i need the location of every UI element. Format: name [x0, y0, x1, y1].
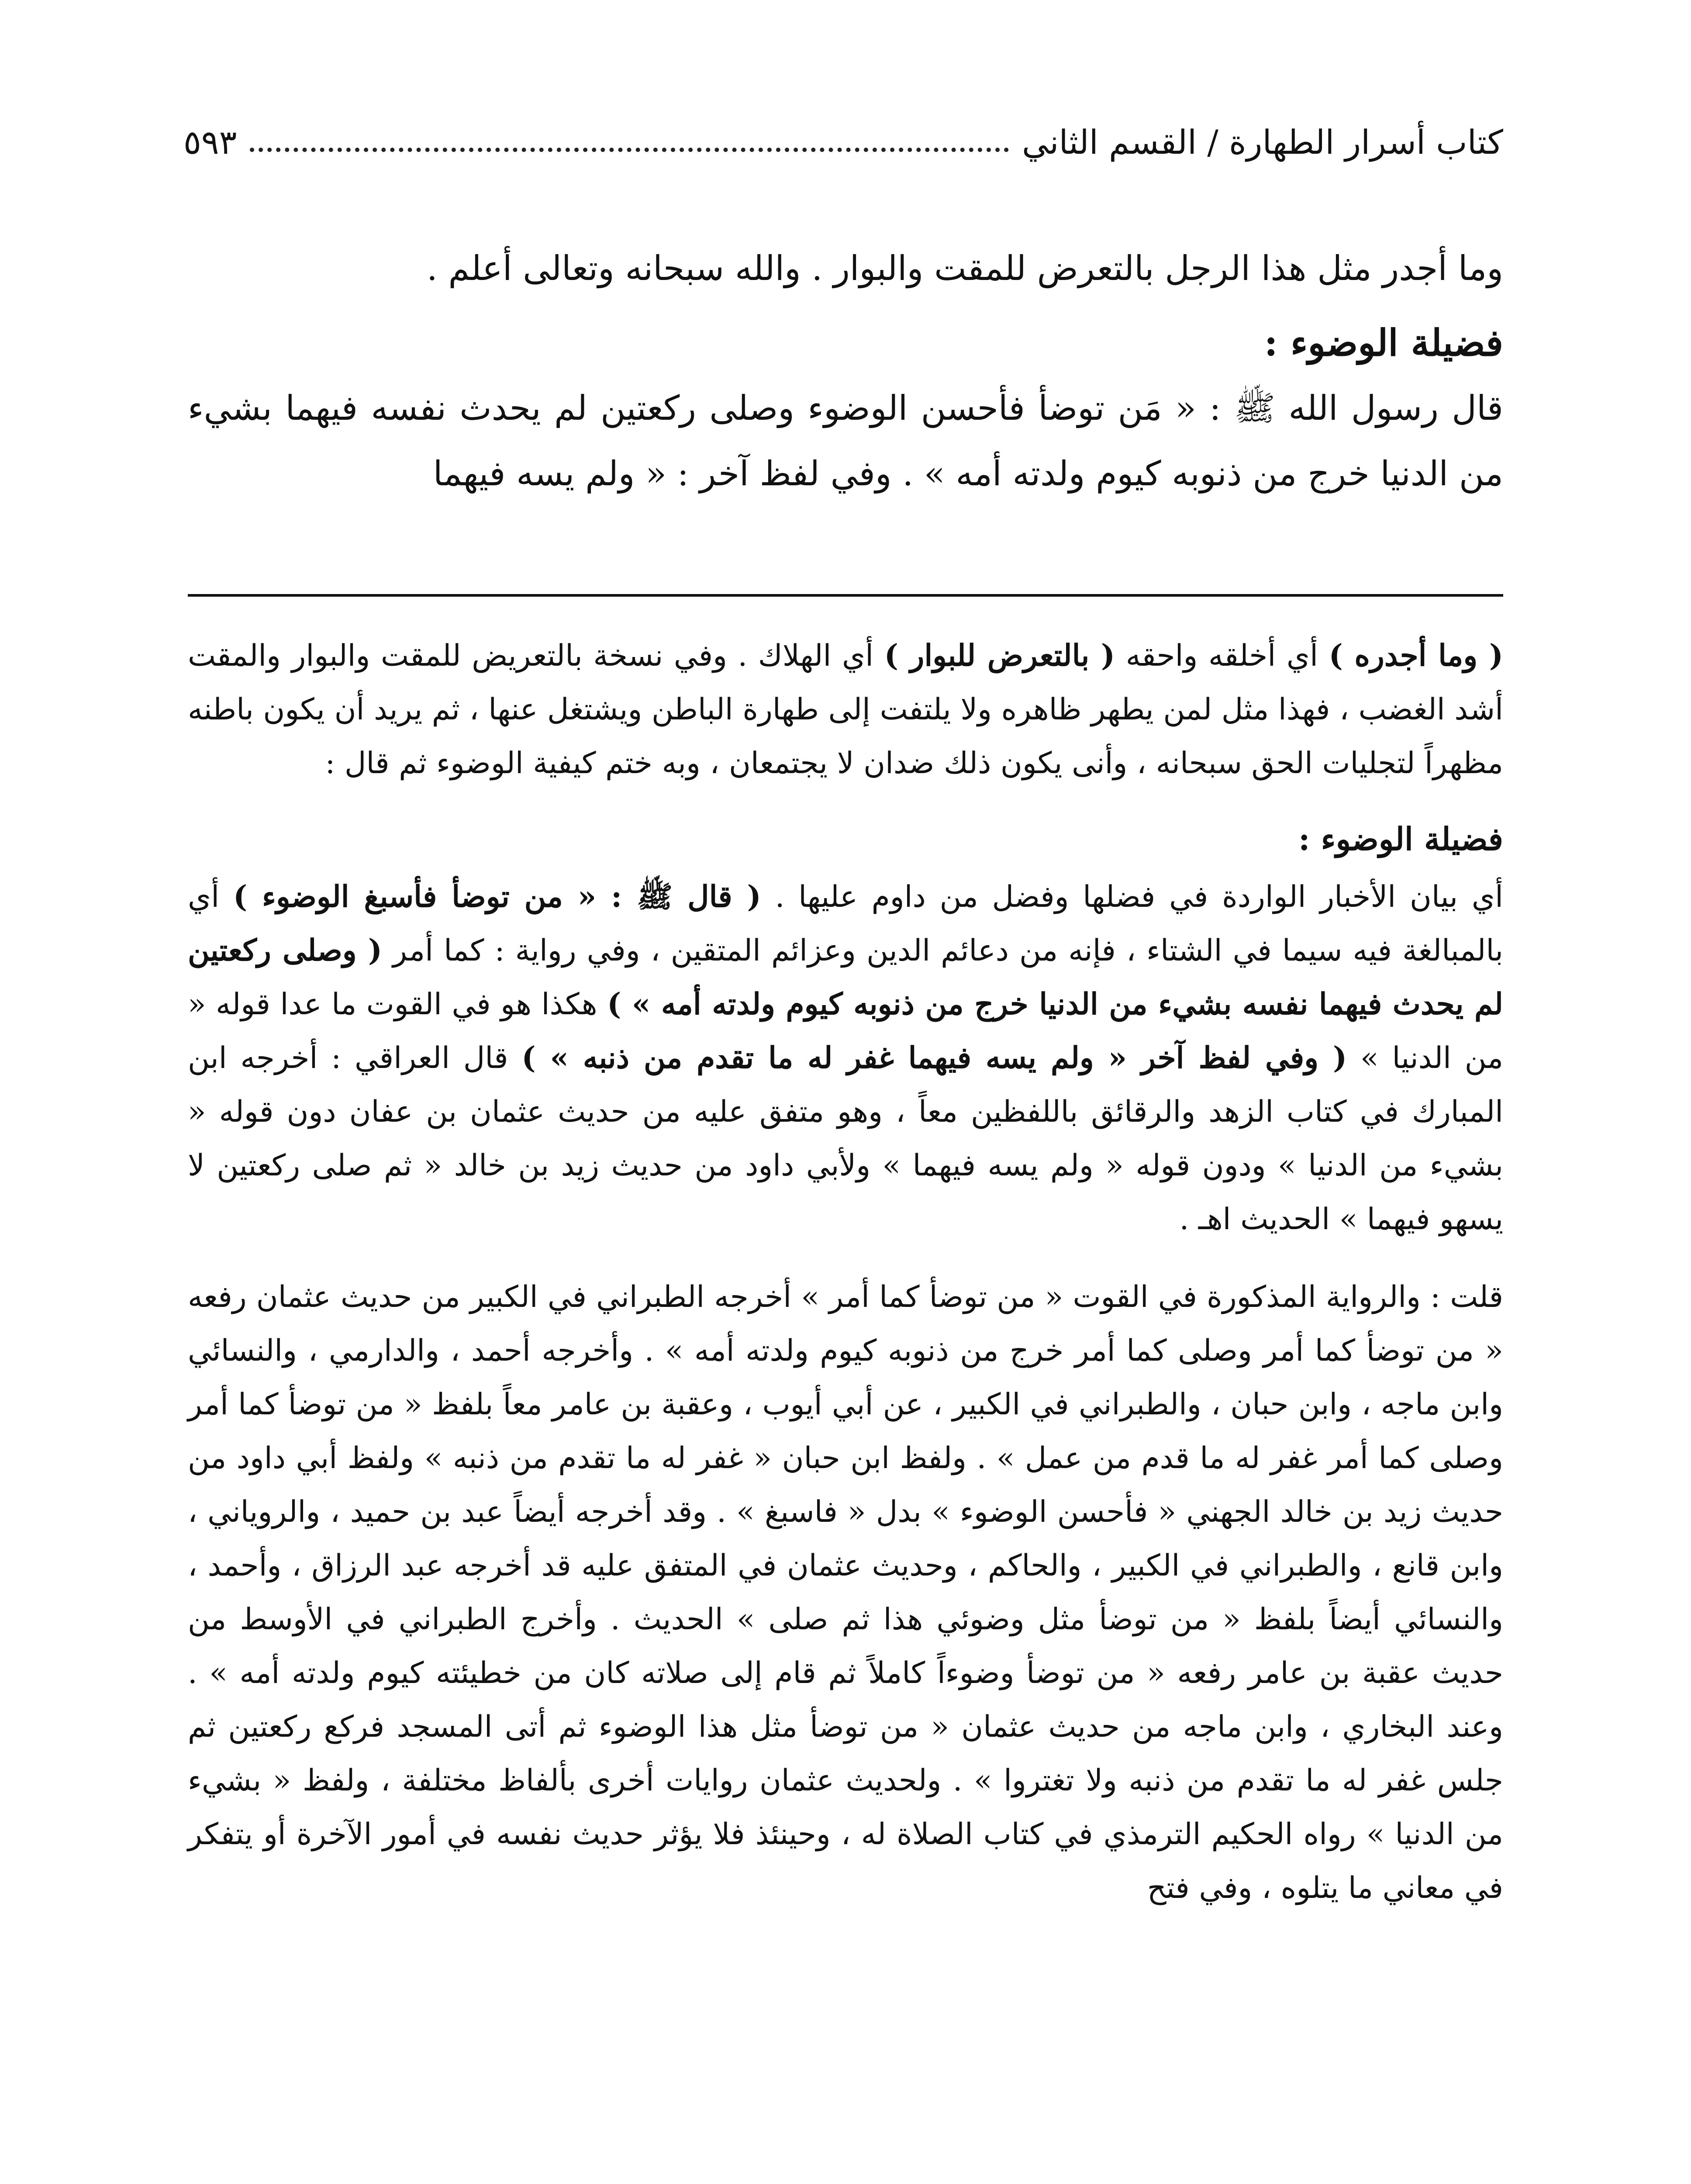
commentary-heading: فضيلة الوضوء : [1298, 820, 1503, 857]
commentary-text-run: أي الهلاك . وفي نسخة بالتعريض للمقت والبوار والمقت أشد الغضب ، فهذا مثل لمن يطهر ظاهره ولا يلتفت إلى طهارة الباطن ويشتغل عنها ، ثم يريد أن يكون باطنه مظهراً لتجليات الحق سبحانه ، وأنى يكون ذلك ضدان لا يجتمعان ، وبه ختم كيفية الوضوء ثم قال : [188, 639, 1503, 781]
footnote-divider [188, 594, 1503, 597]
commentary-paragraph-2 [188, 870, 1503, 1246]
page-header [183, 109, 1503, 175]
closing-line: وما أجدر مثل هذا الرجل بالتعرض للمقت والبوار . والله سبحانه وتعالى أعلم . [426, 249, 1503, 288]
section-heading: فضيلة الوضوء : [1264, 321, 1503, 364]
commentary-text-run: أي أخلقه واحقه [1115, 639, 1329, 673]
bold-quote: ( قال ﷺ : « من توضأ فأسبغ الوضوء ) [233, 879, 761, 914]
bold-quote: ( وصلى ركعتين لم يحدث فيهما نفسه بشيء من الدنيا خرج من ذنوبه كيوم ولدته أمه » ) [188, 933, 1503, 1022]
commentary-text-run: أي بالمبالغة فيه سيما في الشتاء ، فإنه من دعائم الدين وعزائم المتقين ، وفي رواية : كما أمر [188, 880, 1503, 968]
bold-quote: ( وفي لفظ آخر « ولم يسه فيهما غفر له ما تقدم من ذنبه » ) [521, 1040, 1347, 1075]
dotted-leader [250, 148, 1008, 152]
commentary-text-run: أي بيان الأخبار الواردة في فضلها وفضل من داوم عليها . [761, 880, 1504, 914]
bold-quote: ( بالتعرض للبوار ) [884, 638, 1115, 673]
hadith-paragraph: قال رسول الله ﷺ : « مَن توضأ فأحسن الوضوء وصلى ركعتين لم يحدث نفسه فيهما بشيء من الدنيا خرج من ذنوبه كيوم ولدته أمه » . وفي لفظ آخر : « ولم يسه فيهما [188, 389, 1503, 494]
commentary-text [188, 629, 1503, 1915]
commentary-text-run: هكذا هو في القوت ما عدا قوله « من الدنيا » [188, 987, 1503, 1075]
commentary-paragraph-1 [188, 629, 1503, 790]
bold-quote: ( وما أجدره ) [1329, 638, 1504, 673]
page-number: ٥٩٣ [183, 122, 237, 162]
commentary-text-run: قال العراقي : أخرجه ابن المبارك في كتاب الزهد والرقائق باللفظين معاً ، وهو متفق عليه من حديث عثمان بن عفان دون قوله « بشيء من الدنيا » ودون قوله « ولم يسه فيهما » ولأبي داود من حديث زيد بن خالد « ثم صلى ركعتين لا يسهو فيهما » الحديث اهـ . [188, 1041, 1503, 1237]
main-text [188, 236, 1503, 507]
running-title: كتاب أسرار الطهارة / القسم الثاني [1022, 122, 1503, 162]
commentary-paragraph-3: قلت : والرواية المذكورة في القوت « من توضأ كما أمر » أخرجه الطبراني في الكبير من حديث عثمان رفعه « من توضأ كما أمر وصلى كما أمر خرج من ذنوبه كيوم ولدته أمه » . وأخرجه أحمد ، والدارمي ، والنسائي وابن ماجه ، وابن حبان ، والطبراني في الكبير ، عن أبي أيوب ، وعقبة بن عامر معاً بلفظ « من توضأ كما أمر وصلى كما أمر غفر له ما قدم من عمل » . ولفظ ابن حبان « غفر له ما تقدم من ذنبه » ولفظ أبي داود من حديث زيد بن خالد الجهني « فأحسن الوضوء » بدل « فاسبغ » . وقد أخرجه أيضاً عبد بن حميد ، والروياني ، وابن قانع ، والطبراني في الكبير ، والحاكم ، وحديث عثمان في المتفق عليه قد أخرجه عبد الرزاق ، وأحمد ، والنسائي أيضاً بلفظ « من توضأ مثل وضوئي هذا ثم صلى » الحديث . وأخرج الطبراني في الأوسط من حديث عقبة بن عامر رفعه « من توضأ وضوءاً كاملاً ثم قام إلى صلاته كان من خطيئته كيوم ولدته أمه » . وعند البخاري ، وابن ماجه من حديث عثمان « من توضأ مثل هذا الوضوء ثم أتى المسجد فركع ركعتين ثم جلس غفر له ما تقدم من ذنبه ولا تغتروا » . ولحديث عثمان روايات أخرى بألفاظ مختلفة ، ولفظ « بشيء من الدنيا » رواه الحكيم الترمذي في كتاب الصلاة له ، وحينئذ فلا يؤثر حديث نفسه في أمور الآخرة أو يتفكر في معاني ما يتلوه ، وفي فتح [188, 1280, 1504, 1905]
